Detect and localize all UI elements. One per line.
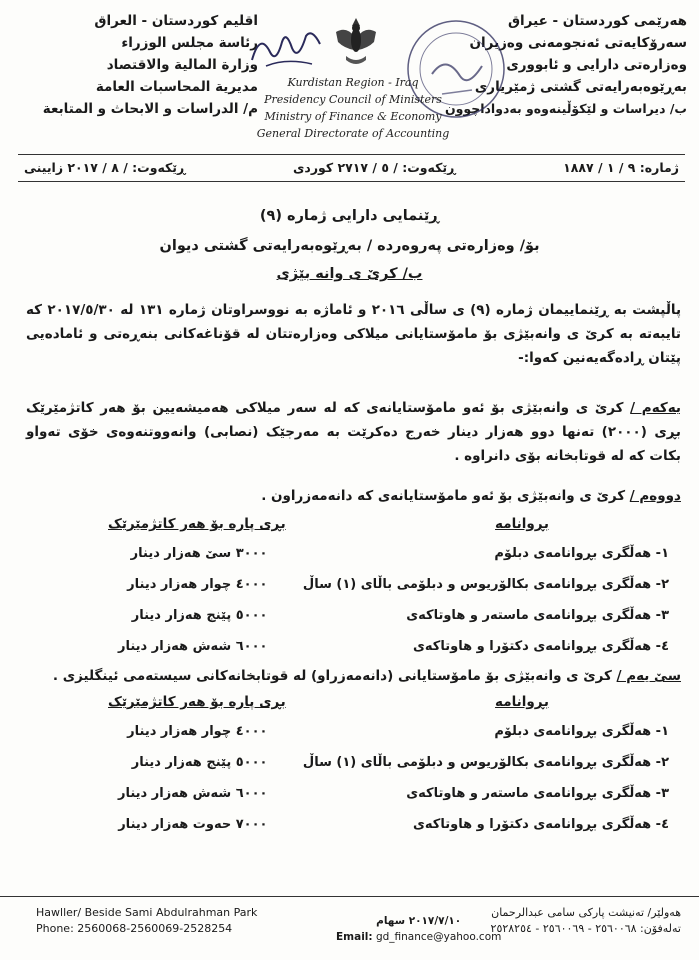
second-amount-header: بڕی پارە بۆ هەر کاتژمێرێک xyxy=(108,516,286,532)
clause-third xyxy=(26,664,681,688)
letterhead-kurdish-line: ب/ دیراسات و لێکۆڵینەوەو بەدواداچوون xyxy=(444,101,687,116)
eagle-emblem-icon xyxy=(332,14,380,72)
footer-address-en: Hawller/ Beside Sami Abdulrahman Park xyxy=(36,906,258,919)
list-item: ٢- هەڵگری بڕوانامەی بکالۆریوس و دبلۆمی باڵای (١) ساڵ xyxy=(302,577,669,592)
third-certificate-header: بڕوانامە xyxy=(495,694,549,710)
reference-number: ژمارە: ٩ / ١ / ١٨٨٧ xyxy=(563,160,679,175)
reference-line xyxy=(18,154,685,182)
footer-phone-ku: تەلەفۆن: ٢٥٦٠٠٦٨ - ٢٥٦٠٠٦٩ - ٢٥٢٨٢٥٤ xyxy=(490,922,681,935)
clause-second-label: دووەم / xyxy=(629,488,681,504)
letterhead-arabic-line: رئاسة مجلس الوزراء xyxy=(121,35,258,51)
letterhead-english xyxy=(248,74,458,142)
email-link[interactable]: gd_finance@yahoo.com xyxy=(375,931,502,943)
list-item: ٦٠٠٠ شەش هەزار دینار xyxy=(118,639,268,654)
footer xyxy=(0,896,699,946)
clause-second xyxy=(26,484,681,508)
clause-first-label: یەکەم / xyxy=(630,400,681,416)
second-amount-list xyxy=(118,538,267,662)
letterhead-arabic-line: اقليم كوردستان - العراق xyxy=(94,13,258,29)
handwritten-date: ٢٠١٧/٧/١٠ سهام xyxy=(376,915,462,927)
letterhead-arabic-line: مديرية المحاسبات العامة xyxy=(95,79,258,95)
email-label: Email: xyxy=(336,931,373,943)
second-certificate-header: بڕوانامە xyxy=(495,516,549,532)
list-item: ٦٠٠٠ شەش هەزار دینار xyxy=(118,786,268,801)
document-title: ڕێنمایی دارایی ژمارە (٩) xyxy=(259,208,440,224)
letterhead-kurdish-line: وەزارەتی دارایی و ئابووری xyxy=(506,57,687,73)
handwritten-signature-icon xyxy=(246,22,326,72)
letterhead-arabic-line: وزارة المالية والاقتصاد xyxy=(106,57,258,73)
clause-third-label: سێ یەم / xyxy=(616,668,681,684)
subject-line: ب/ کرێ ی وانە بێژی xyxy=(276,266,423,282)
clause-second-text: کرێ ی وانەبێژی بۆ ئەو مامۆستایانەی کە دانەمەزراون . xyxy=(261,488,626,504)
letterhead-kurdish-line: بەڕێوەبەرایەتی گشتی ژمێریاری xyxy=(474,79,687,95)
letterhead-english-line: General Directorate of Accounting xyxy=(256,127,450,140)
footer-phone-en: Phone: 2560068-2560069-2528254 xyxy=(36,922,233,935)
clause-first-text: کرێ ی وانەبێژی بۆ ئەو مامۆستایانەی کە لە سەر میلاکی هەمیشەیین بۆ هەر کاتژمێرێک بڕی (٢٠٠٠) تەنها دوو هەزار دینار خەرج دەکرێت بە مەرجێک (نصابی) وانەووتنەوەی خۆی تەواو بکات کە لە قوتابخانە بۆی دانراوە . xyxy=(26,400,681,464)
letterhead-english-line: Presidency Council of Ministers xyxy=(264,93,442,106)
list-item: ٥٠٠٠ پێنج هەزار دینار xyxy=(131,755,268,770)
list-item: ٤٠٠٠ چوار هەزار دینار xyxy=(127,577,268,592)
list-item: ٥٠٠٠ پێنج هەزار دینار xyxy=(131,608,268,623)
list-item: ١- هەڵگری بڕوانامەی دبلۆم xyxy=(494,546,669,561)
list-item: ٣٠٠٠ سێ هەزار دینار xyxy=(130,546,268,561)
footer-kurdish xyxy=(491,905,681,937)
list-item: ٣- هەڵگری بڕوانامەی ماستەر و هاوتاکەی xyxy=(406,608,669,623)
reference-date-kurdish: ڕێکەوت: / ٥ / ٢٧١٧ کوردی xyxy=(292,160,456,175)
list-item: ٧٠٠٠ حەوت هەزار دینار xyxy=(118,817,268,832)
footer-middle xyxy=(336,913,501,945)
list-item: ٤٠٠٠ چوار هەزار دینار xyxy=(127,724,268,739)
letterhead-arabic-line: م/ الدراسات و الابحاث و المتابعة xyxy=(42,101,258,117)
list-item: ٤- هەڵگری بڕوانامەی دکتۆرا و هاوتاکەی xyxy=(413,817,669,832)
footer-address-ku: هەولێر/ تەنیشت پارکی سامی عبدالرحمان xyxy=(491,906,681,919)
letterhead-english-line: Kurdistan Region - Iraq xyxy=(287,76,419,89)
list-item: ٣- هەڵگری بڕوانامەی ماستەر و هاوتاکەی xyxy=(406,786,669,801)
footer-english xyxy=(36,905,257,937)
reference-date-gregorian: ڕێکەوت: / ٨ / ٢٠١٧ زایینی xyxy=(24,160,186,175)
third-amount-list xyxy=(118,716,267,840)
list-item: ١- هەڵگری بڕوانامەی دبلۆم xyxy=(494,724,669,739)
letterhead-arabic xyxy=(38,10,258,120)
clause-first xyxy=(26,396,681,468)
clause-third-text: کرێ ی وانەبێژی بۆ مامۆستایانی (دانەمەزراو) لە قوتابخانەکانی سیستەمی ئینگلیزی . xyxy=(52,668,612,684)
third-amount-header: بڕی پارە بۆ هەر کاتژمێرێک xyxy=(108,694,286,710)
letterhead-kurdish-line: هەرێمی کوردستان - عیراق xyxy=(507,13,687,29)
letterhead-kurdish-line: سەرۆکایەتی ئەنجومەنی وەزیران xyxy=(469,35,687,51)
second-certificate-list xyxy=(303,538,669,662)
letterhead-english-line: Ministry of Finance & Economy xyxy=(264,110,442,123)
recipient-line: بۆ/ وەزارەتی پەروەردە / بەڕێوەبەرایەتی گشتی دیوان xyxy=(159,238,540,254)
list-item: ٤- هەڵگری بڕوانامەی دکتۆرا و هاوتاکەی xyxy=(413,639,669,654)
intro-paragraph: پاڵپشت بە ڕێنماییمان ژمارە (٩) ی ساڵی ٢٠١٦ و ئاماژە بە نووسراوتان ژمارە ١٣١ لە ٢٠١٧/٥/٣٠ کە تایبەتە بە کرێ ی وانەبێژی بۆ مامۆستایانی میلاکی وەزارەتتان لە قۆناغەکانی بنەڕەتی و ئامادەیی پێتان ڕادەگەیەنین کەوا:- xyxy=(26,302,682,366)
list-item: ٢- هەڵگری بڕوانامەی بکالۆریوس و دبلۆمی باڵای (١) ساڵ xyxy=(302,755,669,770)
third-certificate-list xyxy=(303,716,669,840)
